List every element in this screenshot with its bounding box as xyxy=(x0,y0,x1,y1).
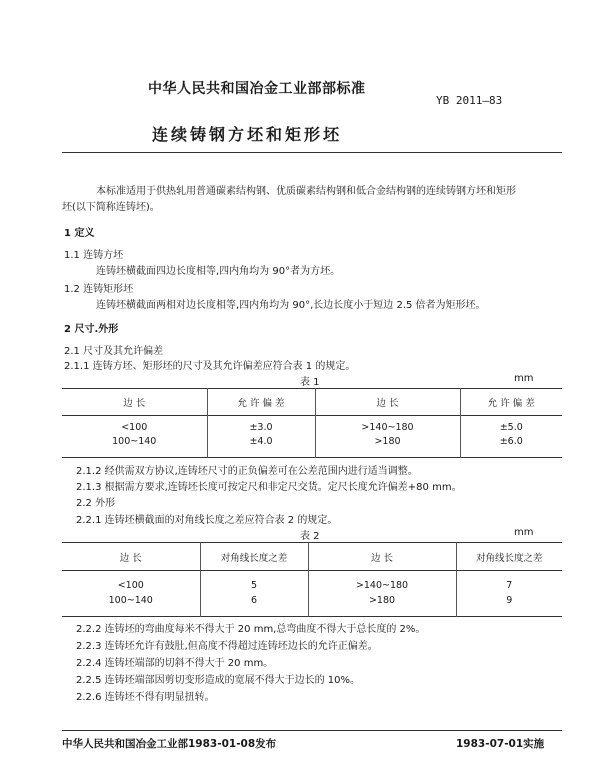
standard-number: YB 2011—83 xyxy=(436,94,503,107)
clause-2-1-2-text: 2.1.2 经供需双方协议,连铸坯尺寸的正负偏差可在公差范围内进行适当调整。 xyxy=(76,466,418,477)
document-title: 连续铸钢方坯和矩形坯 xyxy=(152,125,343,144)
header-divider xyxy=(62,152,562,153)
table-2-cell: 7 xyxy=(456,571,562,593)
clause-2-1-heading: 2.1 尺寸及其允许偏差 xyxy=(64,346,164,357)
table-2-header-diagonal-a: 对角线长度之差 xyxy=(200,543,308,571)
intro-line-1: 本标准适用于供热轧用普通碳素结构钢、优质碳素结构钢和低合金结构钢的连续铸钢方坯和矩形 xyxy=(96,186,516,197)
intro-line-2: 坯(以下简称连铸坯)。 xyxy=(62,202,160,213)
table-1-cell: >140~180 xyxy=(315,416,460,434)
table-2-caption: 表 2 xyxy=(300,531,320,542)
table-1-cell: ±5.0 xyxy=(460,416,562,434)
ministry-heading: 中华人民共和国冶金工业部部标准 xyxy=(148,81,366,97)
table-2-header-diagonal-b: 对角线长度之差 xyxy=(456,543,562,571)
footer-divider xyxy=(62,730,562,731)
clause-1-1-heading: 1.1 连铸方坯 xyxy=(64,250,124,261)
table-1-header-side-a: 边 长 xyxy=(123,398,146,409)
table-2-cell: 5 xyxy=(200,571,308,593)
table-2-header-side-b: 边 长 xyxy=(308,543,456,571)
clause-2-2-3-text: 2.2.3 连铸坯允许有鼓肚,但高度不得超过连铸坯边长的允许正偏差。 xyxy=(76,641,378,652)
clause-2-2-heading: 2.2 外形 xyxy=(76,498,116,509)
table-2-header-side-a: 边 长 xyxy=(119,552,142,564)
clause-2-1-3-text: 2.1.3 根据需方要求,连铸坯长度可按定尺和非定尺交货。定尺长度允许偏差+80 mm。 xyxy=(76,482,462,493)
clause-1-2-text: 连铸坯横截面两相对边长度相等,四内角均为 90°,长边长度小于短边 2.5 倍者为矩形坯。 xyxy=(96,300,486,311)
clause-2-1-1-text: 2.1.1 连铸方坯、矩形坯的尺寸及其允许偏差应符合表 1 的规定。 xyxy=(64,361,356,372)
clause-1-2-heading: 1.2 连铸矩形坯 xyxy=(64,284,134,295)
table-1-cell: <100 xyxy=(121,422,148,434)
table-1-cell: 100~140 xyxy=(112,435,157,447)
section-2-heading: 2 尺寸.外形 xyxy=(64,324,119,335)
table-2-cell: 100~140 xyxy=(108,594,153,606)
clause-2-2-4-text: 2.2.4 连铸坯端部的切斜不得大于 20 mm。 xyxy=(76,658,274,669)
table-1-cell: ±6.0 xyxy=(460,434,562,458)
table-2-unit: mm xyxy=(514,527,534,538)
clause-2-2-1-text: 2.2.1 连铸坯横截面的对角线长度之差应符合表 2 的规定。 xyxy=(76,515,338,526)
clause-2-2-6-text: 2.2.6 连铸坯不得有明显扭转。 xyxy=(76,692,215,703)
table-2-cell: 6 xyxy=(200,593,308,617)
clause-2-2-5-text: 2.2.5 连铸坯端部因剪切变形造成的宽展不得大于边长的 10%。 xyxy=(76,675,361,686)
table-1-caption: 表 1 xyxy=(300,377,320,388)
effective-date: 1983-07-01实施 xyxy=(456,738,545,750)
table-2-cell: >180 xyxy=(308,593,456,617)
table-2-cell: 9 xyxy=(456,593,562,617)
table-1-cell: >180 xyxy=(315,434,460,458)
table-1-cell: ±3.0 xyxy=(207,416,315,434)
table-1 xyxy=(62,388,562,458)
table-1-cell: ±4.0 xyxy=(207,434,315,458)
table-2-cell: <100 xyxy=(117,580,144,592)
table-1-header-tolerance-a: 允 许 偏 差 xyxy=(207,389,315,416)
table-1-unit: mm xyxy=(514,373,534,384)
issue-notice: 中华人民共和国冶金工业部1983-01-08发布 xyxy=(62,738,277,750)
table-1-header-side-b: 边 长 xyxy=(315,389,460,416)
section-1-heading: 1 定义 xyxy=(64,228,95,239)
table-1-header-tolerance-b: 允 许 偏 差 xyxy=(460,389,562,416)
clause-2-2-2-text: 2.2.2 连铸坯的弯曲度每米不得大于 20 mm,总弯曲度不得大于总长度的 2%。 xyxy=(76,624,426,635)
table-2 xyxy=(62,542,562,617)
clause-1-1-text: 连铸坯横截面四边长度相等,四内角均为 90°者为方坯。 xyxy=(96,266,341,277)
table-2-cell: >140~180 xyxy=(308,571,456,593)
